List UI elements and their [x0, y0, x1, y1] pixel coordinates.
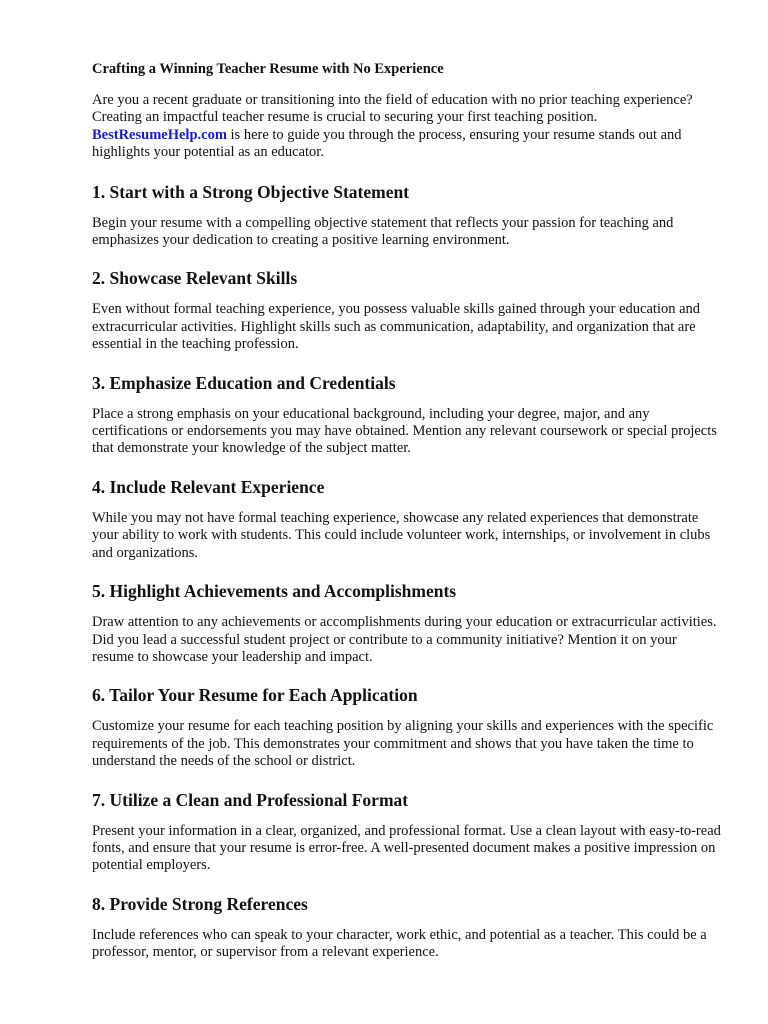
section-heading: 8. Provide Strong References — [92, 893, 308, 914]
section-body: Place a strong emphasis on your educational background, including your degree, major, and any certifications or endorsements you may have obtained. Mention any relevant coursework or special projects that demonstrate your knowledge of the subject matter. — [92, 405, 717, 457]
section-relevant-experience — [92, 477, 722, 562]
section-achievements — [92, 581, 722, 666]
intro-paragraph — [92, 92, 722, 162]
intro-text-before-link: Are you a recent graduate or transitioning into the field of education with no prior teaching experience? Creating an impactful teacher resume is crucial to securing your first teaching position. — [92, 92, 693, 126]
best-resume-help-link[interactable]: BestResumeHelp.com — [92, 126, 227, 143]
section-heading: 7. Utilize a Clean and Professional Format — [92, 789, 409, 810]
section-education-credentials — [92, 373, 722, 458]
section-body: While you may not have formal teaching experience, showcase any related experiences that demonstrate your ability to work with students. This could include volunteer work, internships, or involvement in clubs and organizations. — [92, 509, 711, 561]
section-body: Customize your resume for each teaching position by aligning your skills and experiences with the specific requirements of the job. This demonstrates your commitment and shows that you have taken the time to understand the needs of the school or district. — [92, 718, 714, 770]
section-heading: 6. Tailor Your Resume for Each Application — [92, 685, 418, 706]
section-heading: 5. Highlight Achievements and Accomplishments — [92, 581, 457, 602]
section-heading: 2. Showcase Relevant Skills — [92, 268, 298, 289]
section-heading: 4. Include Relevant Experience — [92, 476, 325, 497]
section-body: Begin your resume with a compelling objective statement that reflects your passion for teaching and emphasizes your dedication to creating a positive learning environment. — [92, 214, 674, 249]
section-body: Even without formal teaching experience, you possess valuable skills gained through your education and extracurricular activities. Highlight skills such as communication, adaptability, and organization that are essential in the teaching profession. — [92, 301, 701, 353]
section-body: Present your information in a clear, organized, and professional format. Use a clean layout with easy-to-read fonts, and ensure that your resume is error-free. A well-presented document makes a positive impression on potential employers. — [92, 822, 721, 874]
section-strong-references — [92, 894, 722, 962]
document-page — [92, 60, 722, 981]
section-clean-format — [92, 790, 722, 875]
section-relevant-skills — [92, 268, 722, 353]
section-body: Include references who can speak to your character, work ethic, and potential as a teacher. This could be a professor, mentor, or supervisor from a relevant experience. — [92, 926, 707, 961]
intro-text-after-link: is here to guide you through the process, ensuring your resume stands out and highlights your potential as an educator. — [92, 126, 682, 161]
section-objective-statement — [92, 182, 722, 250]
section-body: Draw attention to any achievements or accomplishments during your education or extracurricular activities. Did you lead a successful student project or contribute to a community initiative? Mention it on your resume to showcase your leadership and impact. — [92, 614, 717, 665]
section-tailor-resume — [92, 685, 722, 770]
section-heading: 1. Start with a Strong Objective Statement — [92, 181, 410, 202]
section-heading: 3. Emphasize Education and Credentials — [92, 372, 396, 393]
document-title: Crafting a Winning Teacher Resume with No Experience — [92, 61, 444, 77]
